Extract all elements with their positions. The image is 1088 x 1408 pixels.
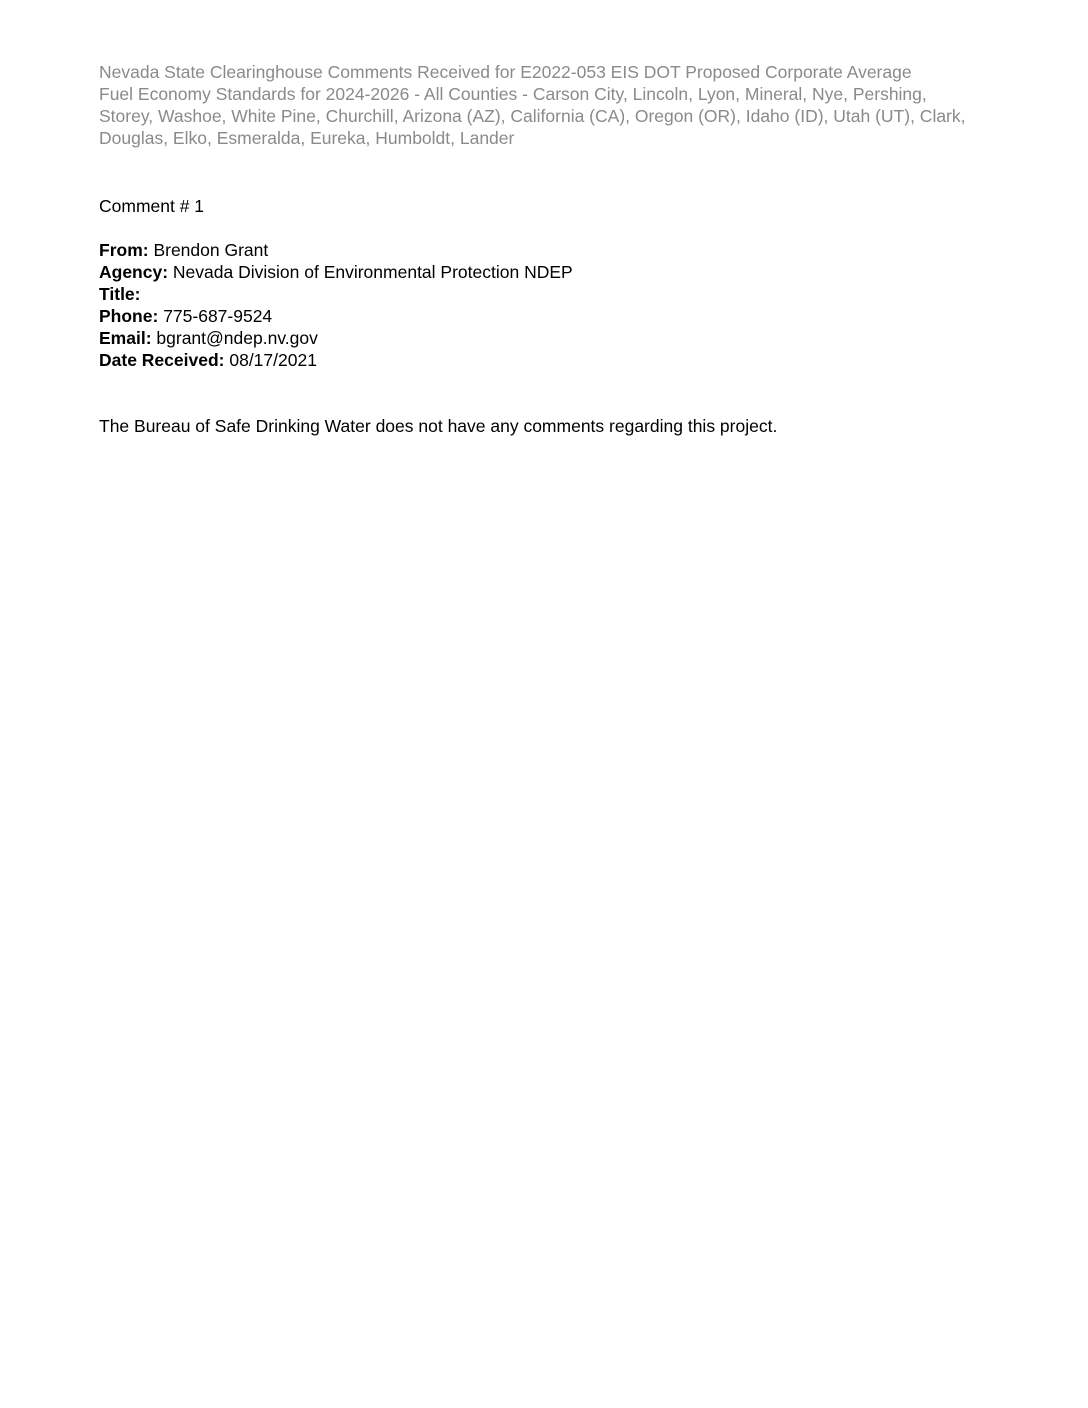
document-header: [99, 61, 999, 149]
agency-field: [99, 261, 999, 283]
title-field: [99, 283, 999, 305]
header-line: Storey, Washoe, White Pine, Churchill, Arizona (AZ), California (CA), Oregon (OR), Idaho (ID), Utah (UT), Clark,: [99, 106, 966, 126]
document-page: [99, 61, 999, 437]
comment-body: The Bureau of Safe Drinking Water does not have any comments regarding this project.: [99, 416, 778, 436]
from-label: From:: [99, 240, 149, 260]
date-received-value: 08/17/2021: [229, 350, 317, 370]
from-value: Brendon Grant: [153, 240, 269, 260]
agency-value: Nevada Division of Environmental Protection NDEP: [172, 262, 573, 282]
phone-value: 775-687-9524: [163, 306, 273, 326]
comment-number: Comment # 1: [99, 196, 205, 216]
agency-label: Agency:: [99, 262, 169, 282]
email-field: [99, 327, 999, 349]
date-received-label: Date Received:: [99, 350, 225, 370]
title-label: Title:: [99, 284, 141, 304]
date-received-field: [99, 349, 999, 371]
comment-details: [99, 239, 999, 371]
phone-field: [99, 305, 999, 327]
header-line: Nevada State Clearinghouse Comments Received for E2022-053 EIS DOT Proposed Corporate Average: [99, 62, 912, 82]
header-line: Douglas, Elko, Esmeralda, Eureka, Humboldt, Lander: [99, 128, 515, 148]
from-field: [99, 239, 999, 261]
email-label: Email:: [99, 328, 152, 348]
phone-label: Phone:: [99, 306, 159, 326]
email-value: bgrant@ndep.nv.gov: [156, 328, 318, 348]
header-line: Fuel Economy Standards for 2024-2026 - All Counties - Carson City, Lincoln, Lyon, Mineral, Nye, Pershing,: [99, 84, 927, 104]
